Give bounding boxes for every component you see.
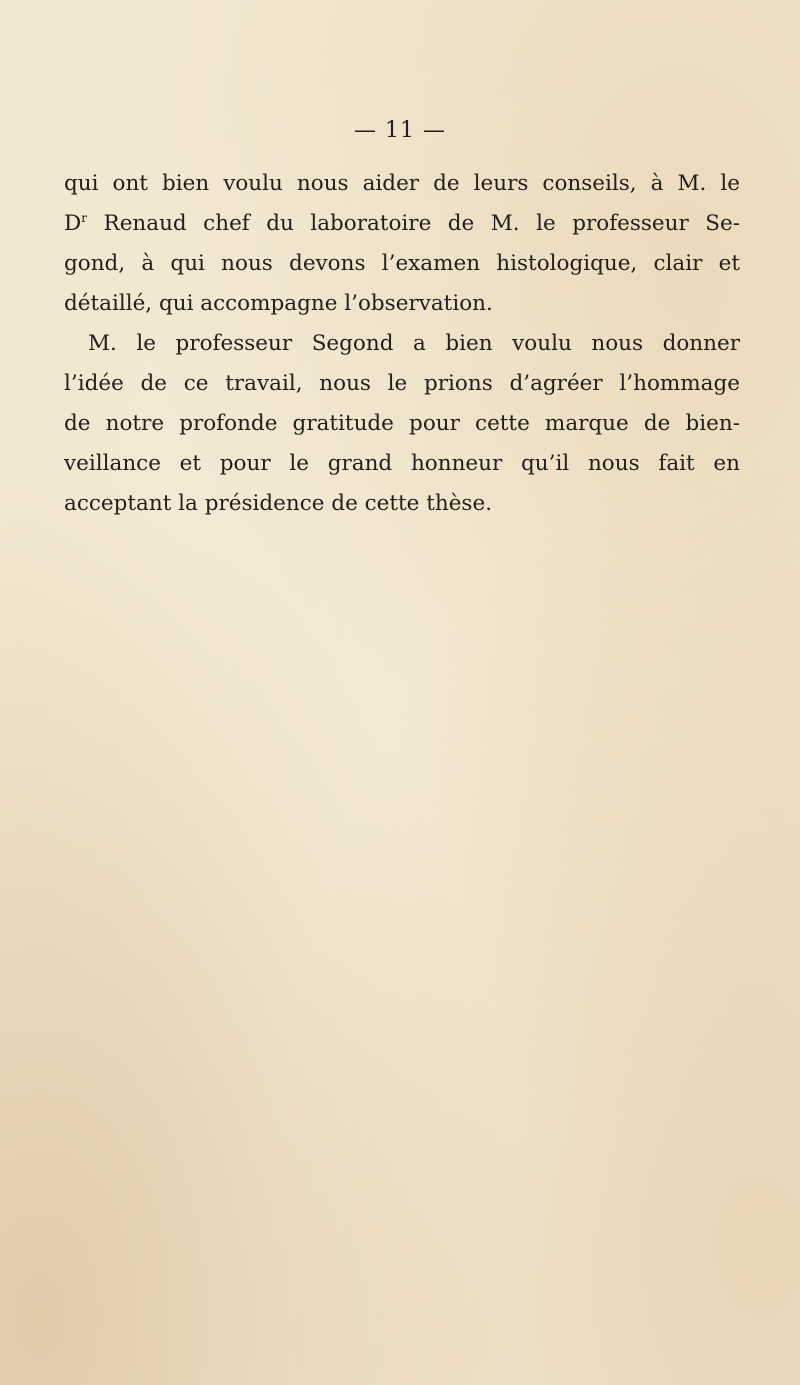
- title-abbreviation: D: [64, 211, 82, 236]
- text-line: détaillé, qui accompagne l’observation.: [64, 291, 493, 316]
- text-line: acceptant la présidence de cette thèse.: [64, 491, 493, 516]
- text-line: M. le professeur Segond a bien voulu nous donner: [88, 331, 740, 356]
- body-text: [64, 164, 740, 524]
- text-line: [64, 204, 740, 244]
- text-line: qui ont bien voulu nous aider de leurs conseils, à M. le: [64, 171, 740, 196]
- text-line-content: Renaud chef du laboratoire de M. le professeur Se-: [103, 211, 740, 236]
- text-line: l’idée de ce travail, nous le prions d’agréer l’hommage: [64, 371, 740, 396]
- page-number: — 11 —: [354, 118, 446, 143]
- paragraph-dedication: [64, 324, 740, 524]
- text-line: veillance et pour le grand honneur qu’il nous fait en: [64, 451, 740, 476]
- paragraph-acknowledgement: [64, 164, 740, 324]
- title-superscript: r: [81, 211, 87, 225]
- text-line: gond, à qui nous devons l’examen histologique, clair et: [64, 251, 740, 276]
- text-line: de notre profonde gratitude pour cette marque de bien-: [64, 411, 740, 436]
